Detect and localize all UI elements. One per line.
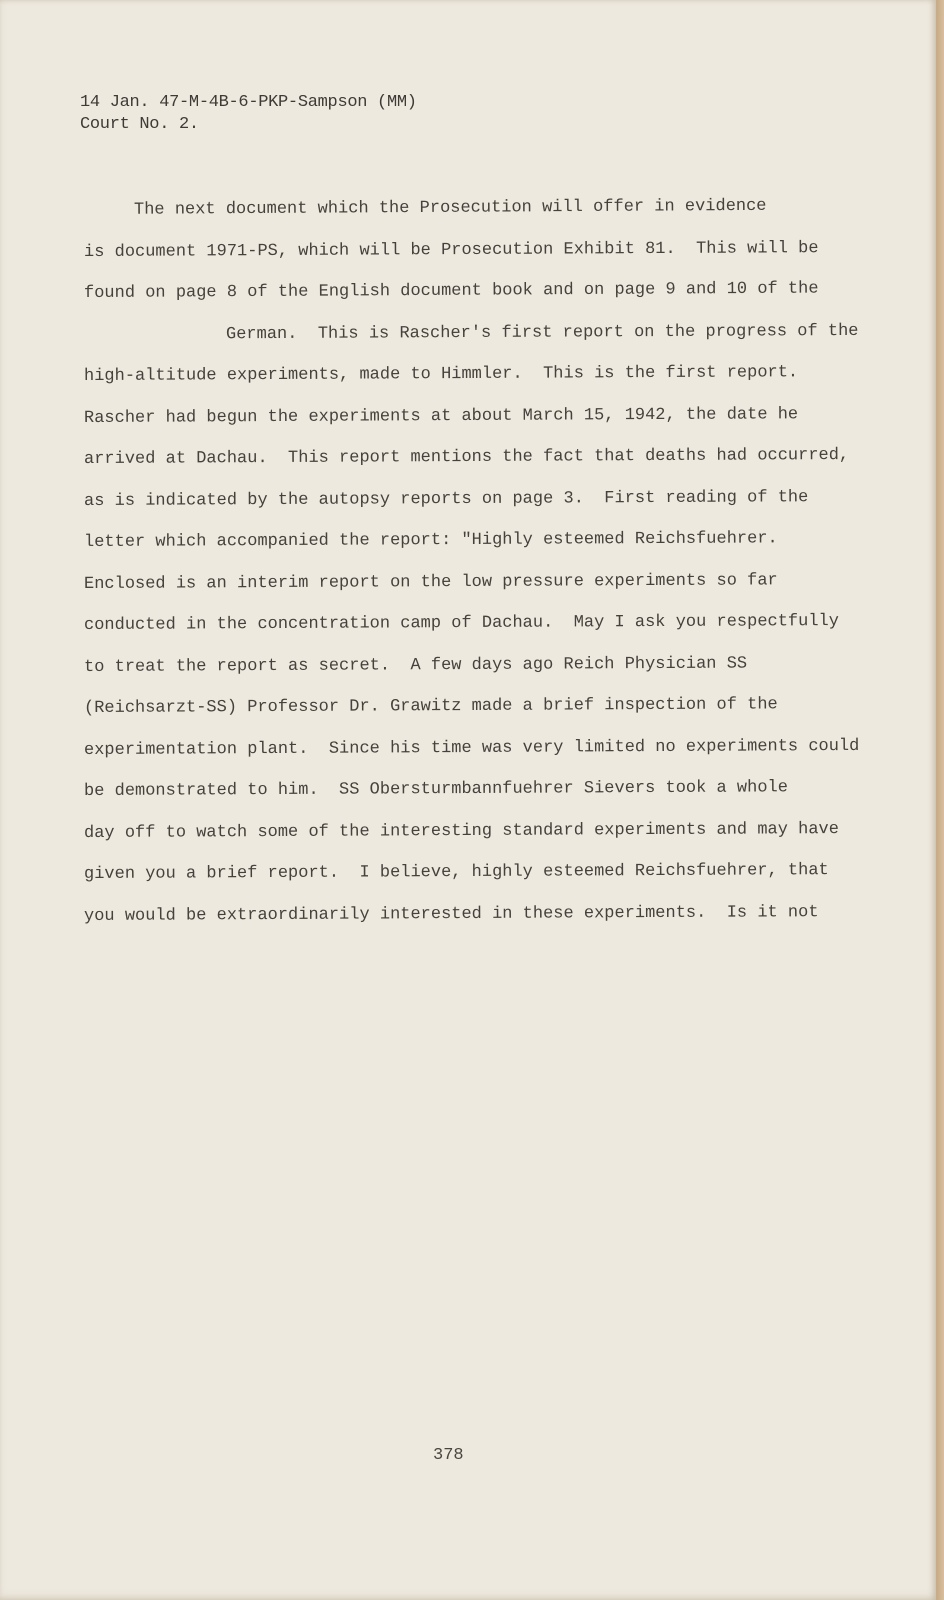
text-line: Rascher had begun the experiments at about March 15, 1942, the date he — [83, 404, 799, 428]
text-line: conducted in the concentration camp of Dachau. May I ask you respectfully — [83, 612, 839, 635]
text-line: letter which accompanied the report: "Highly esteemed Reichsfuehrer. — [83, 529, 778, 552]
text-line: experimentation plant. Since his time was very limited no experiments could — [83, 736, 860, 760]
transcript-body — [84, 190, 884, 937]
text-line: The next document which the Prosecution will offer in evidence — [133, 196, 767, 220]
header-reference: 14 Jan. 47-M-4B-6-PKP-Sampson (MM) — [80, 93, 417, 112]
header-court: Court No. 2. — [80, 115, 199, 134]
text-line: you would be extraordinarily interested in these experiments. Is it not — [83, 902, 819, 926]
text-line: arrived at Dachau. This report mentions the fact that deaths had occurred, — [83, 445, 850, 469]
text-line: be demonstrated to him. SS Obersturmbannfuehrer Sievers took a whole — [83, 778, 788, 801]
text-line: found on page 8 of the English document book and on page 9 and 10 of the — [83, 279, 819, 303]
paper-edge — [936, 0, 944, 1600]
document-header — [80, 92, 417, 136]
text-line: to treat the report as secret. A few days ago Reich Physician SS — [83, 654, 748, 677]
text-line: is document 1971-PS, which will be Prosecution Exhibit 81. This will be — [83, 238, 819, 262]
text-line: high-altitude experiments, made to Himmler. This is the first report. — [83, 363, 799, 386]
text-line: German. This is Rascher's first report on the progress of the — [225, 321, 859, 344]
text-line: as is indicated by the autopsy reports on page 3. First reading of the — [83, 487, 809, 511]
page-number: 378 — [433, 1446, 464, 1465]
text-line: Enclosed is an interim report on the low pressure experiments so far — [83, 570, 778, 594]
text-line: given you a brief report. I believe, highly esteemed Reichsfuehrer, that — [83, 861, 829, 884]
text-line: (Reichsarzt-SS) Professor Dr. Grawitz made a brief inspection of the — [83, 695, 778, 718]
text-line: day off to watch some of the interesting standard experiments and may have — [83, 819, 839, 843]
